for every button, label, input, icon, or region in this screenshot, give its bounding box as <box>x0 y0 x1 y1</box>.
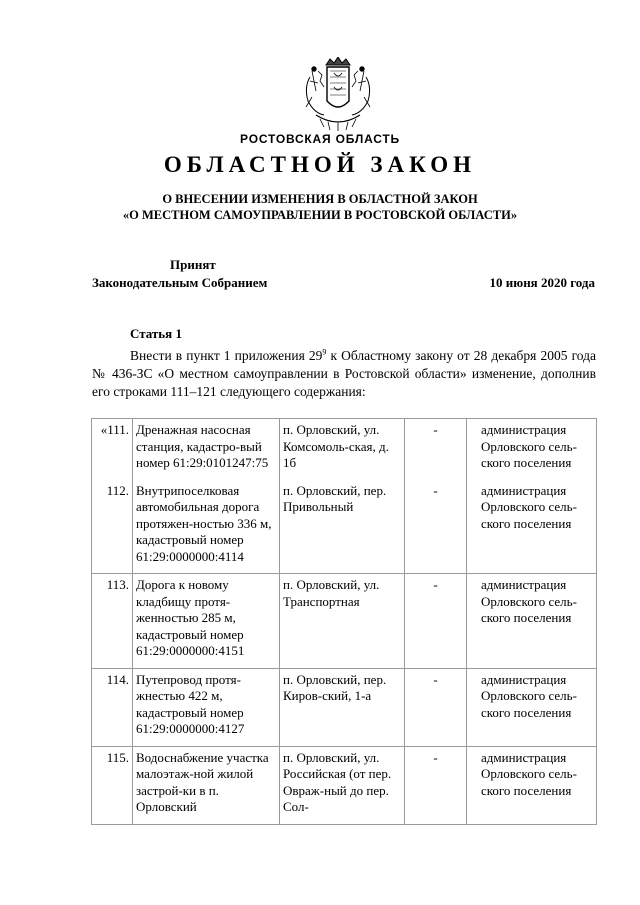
object-address: п. Орловский, ул. Комсомоль-ская, д. 1б <box>280 419 405 480</box>
object-name: Водоснабжение участка малоэтаж-ной жилой застрой-ки в п. Орловский <box>133 746 280 824</box>
object-name: Дренажная насосная станция, кадастро-вый номер 61:29:0101247:75 <box>133 419 280 480</box>
object-dash: - <box>405 480 467 574</box>
table-row <box>92 574 597 669</box>
paragraph-text-end: к Областному закону от 28 декабря 2005 года № 436-ЗС «О местном самоуправлении в Ростовской области» изменение, дополнив его строками 111–121 следующего содержания: <box>92 348 596 399</box>
object-address: п. Орловский, ул. Российская (от пер. Овраж-ный до пер. Сол- <box>280 746 405 824</box>
law-title-line-1: О ВНЕСЕНИИ ИЗМЕНЕНИЯ В ОБЛАСТНОЙ ЗАКОН <box>162 192 478 206</box>
object-administration: администрация Орловского сель-ского поселения <box>467 668 597 746</box>
adopted-by-label: Законодательным Собранием <box>92 275 268 290</box>
law-title-line-2: «О МЕСТНОМ САМОУПРАВЛЕНИИ В РОСТОВСКОЙ ОБЛАСТИ» <box>122 208 518 222</box>
region-name: РОСТОВСКАЯ ОБЛАСТЬ <box>240 132 400 146</box>
table-row <box>92 480 597 574</box>
adopted-label: Принят <box>170 257 216 272</box>
row-number: 114. <box>92 668 133 746</box>
row-number: «111. <box>92 419 133 480</box>
object-address: п. Орловский, пер. Киров-ский, 1-а <box>280 668 405 746</box>
article-heading: Статья 1 <box>130 326 182 341</box>
object-dash: - <box>405 419 467 480</box>
object-dash: - <box>405 746 467 824</box>
object-administration: администрация Орловского сель-ского поселения <box>467 480 597 574</box>
object-address: п. Орловский, ул. Транспортная <box>280 574 405 669</box>
row-number: 115. <box>92 746 133 824</box>
table-row <box>92 419 597 480</box>
object-name: Дорога к новому кладбищу протя-женностью 285 м, кадастровый номер 61:29:0000000:4151 <box>133 574 280 669</box>
objects-table <box>91 418 597 825</box>
row-number: 113. <box>92 574 133 669</box>
object-dash: - <box>405 574 467 669</box>
paragraph-superscript: 9 <box>322 347 327 357</box>
row-number: 112. <box>92 480 133 574</box>
paragraph-text-start: Внести в пункт 1 приложения 29 <box>130 348 323 363</box>
object-name: Внутрипоселковая автомобильная дорога протяжен-ностью 336 м, кадастровый номер 61:29:0000000:4114 <box>133 480 280 574</box>
coat-of-arms-emblem <box>298 57 378 133</box>
document-type-heading: ОБЛАСТНОЙ ЗАКОН <box>163 152 477 177</box>
object-administration: администрация Орловского сель-ского поселения <box>467 574 597 669</box>
table-row <box>92 668 597 746</box>
object-address: п. Орловский, пер. Привольный <box>280 480 405 574</box>
table-row <box>92 746 597 824</box>
object-name: Путепровод протя-жнестью 422 м, кадастровый номер 61:29:0000000:4127 <box>133 668 280 746</box>
article-paragraph <box>92 347 596 401</box>
object-administration: администрация Орловского сель-ского поселения <box>467 419 597 480</box>
adoption-date: 10 июня 2020 года <box>489 275 595 290</box>
object-administration: администрация Орловского сель-ского поселения <box>467 746 597 824</box>
object-dash: - <box>405 668 467 746</box>
